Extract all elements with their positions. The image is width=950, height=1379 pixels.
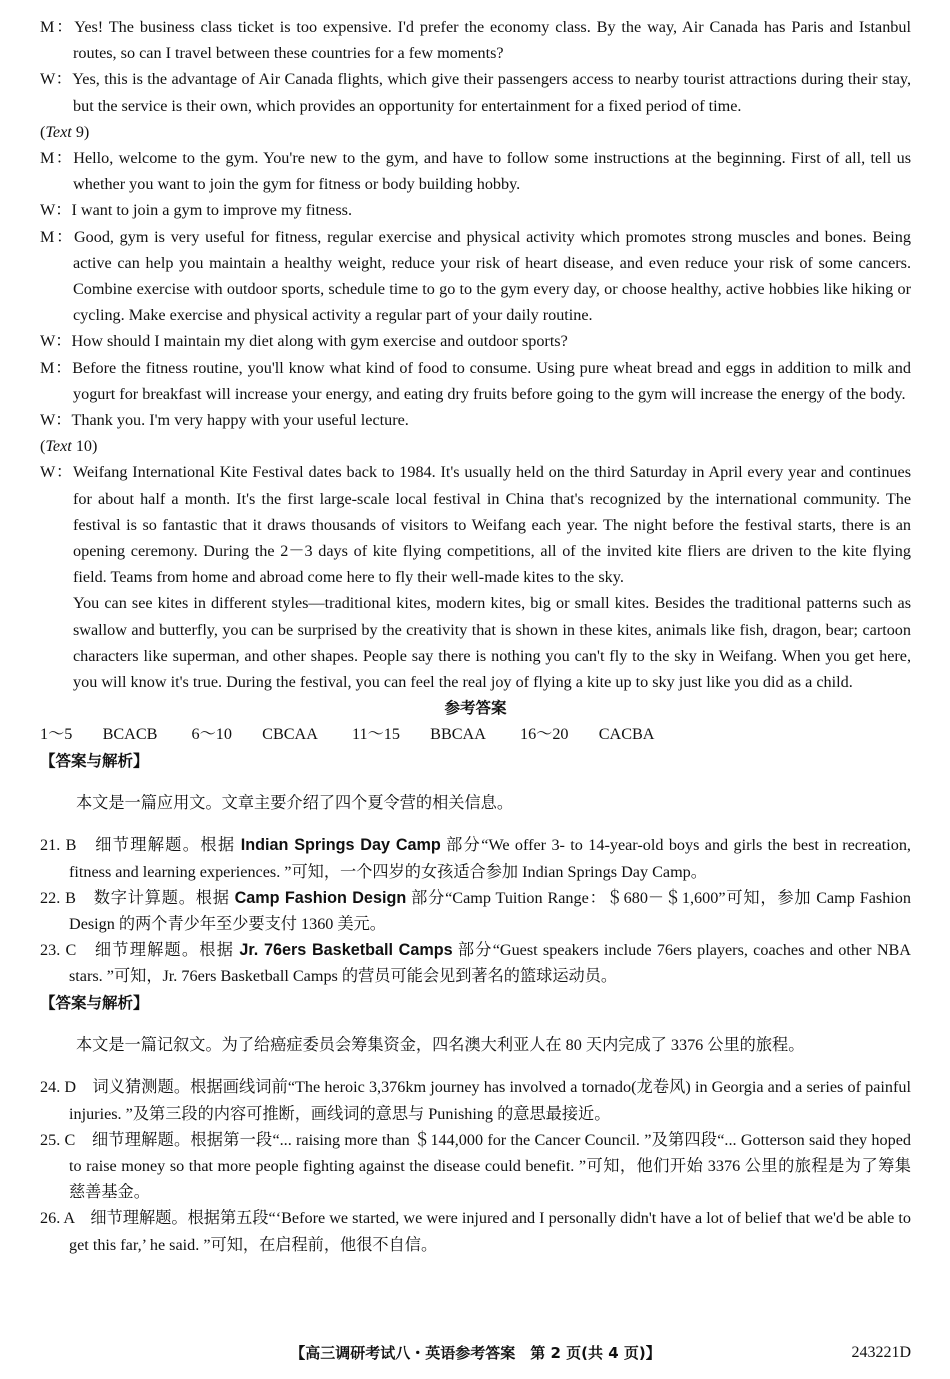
- monologue-paragraph: You can see kites in different styles—traditional kites, modern kites, big or small kites. Besides the traditional patterns such as swallow and butterfly, you can be surprised by the creativity that is shown in these kites, animals like fish, dragon, bear; cartoon characters like superman, and other shapes. People say there is nothing you can't fly to the sky in Weifang. When you get here, you will know it's true. During the festival, you can feel the real joy of flying a kite up to sky just like you did as a child.: [73, 594, 911, 692]
- answer-group: 6～10 CBCAA: [191, 725, 318, 744]
- dialogue-line: M：Yes! The business class ticket is too expensive. I'd prefer the economy class. By the way, Air Canada has Paris and Istanbul routes, so can I travel between these countries for a few moments?: [40, 18, 911, 63]
- dialogue-line: W：How should I maintain my diet along with gym exercise and outdoor sports?: [40, 332, 568, 351]
- dialogue-line: M：Good, gym is very useful for fitness, regular exercise and physical activity which promotes strong muscles and bones. Being active can help you maintain a healthy weight, reduce your risk of heart disease, and even reduce your risk of some cancers. Combine exercise with outdoor sports, schedule time to go to the gym every day, or choose healthy, active hobbies like hiking or cycling. Make exercise and physical activity a regular part of your daily routine.: [40, 227, 911, 325]
- answer-group: 16～20 CACBA: [519, 725, 655, 744]
- monologue-paragraph: W：Weifang International Kite Festival dates back to 1984. It's usually held on the third Saturday in April every year and continues for about half a month. It's the first large-scale local festival in China that's recognized by the international community. The festival is so fantastic that it draws thousands of visitors to Weifang each year. The night before the festival starts, there is an opening ceremony. During the 2－3 days of kite flying competitions, all of the invited kite fliers are driven to the kite flying field. Teams from home and abroad come here to fly their well-made kites to the sky.: [40, 463, 911, 587]
- explanation-item: 25. C 细节理解题。根据第一段“... raising more than ＄144,000 for the Cancer Council. ”及第四段“... Gotterson said they hoped to raise money so that more people fighting against the disease could benefit. ”可知，他们开始 3376 公里的旅程是为了筹集慈善基金。: [40, 1130, 911, 1202]
- section-heading: 【答案与解析】: [40, 993, 149, 1012]
- explanation-item: 22. B 数字计算题。根据 Camp Fashion Design 部分“Camp Tuition Range：＄680－＄1,600”可知，参加 Camp Fashion Design 的两个青少年至少要支付 1360 美元。: [40, 888, 911, 934]
- explanation-item: 24. D 词义猜测题。根据画线词前“The heroic 3,376km journey has involved a tornado(龙卷风) in Georgia and a series of painful injuries. ”及第三段的内容可推断，画线词的意思与 Punishing 的意思最接近。: [40, 1078, 911, 1123]
- dialogue-line: W：Thank you. I'm very happy with your useful lecture.: [40, 411, 409, 430]
- document-page: [40, 14, 911, 1258]
- explanation-item: 21. B 细节理解题。根据 Indian Springs Day Camp 部分“We offer 3- to 14-year-old boys and girls the best in recreation, fitness and learning experiences. ”可知，一个四岁的女孩适合参加 Indian Springs Day Camp。: [40, 836, 911, 881]
- answer-group: 11～15 BBCAA: [351, 725, 486, 744]
- section-intro: 本文是一篇应用文。文章主要介绍了四个夏令营的相关信息。: [76, 794, 514, 813]
- text-9-label: (Text 9): [40, 122, 90, 141]
- section-heading: 【答案与解析】: [40, 751, 149, 770]
- answer-title: 参考答案: [444, 699, 507, 718]
- dialogue-line: M：Hello, welcome to the gym. You're new to the gym, and have to follow some instructions at the beginning. First of all, tell us whether you want to join the gym for fitness or body building hobby.: [40, 149, 911, 194]
- section-intro: 本文是一篇记叙文。为了给癌症委员会筹集资金，四名澳大利亚人在 80 天内完成了 3376 公里的旅程。: [76, 1036, 805, 1055]
- footer-title: 【高三调研考试八・英语参考答案 第 2 页(共 4 页)】: [290, 1344, 661, 1362]
- explanation-item: 26. A 细节理解题。根据第五段“‘Before we started, we were injured and I personally didn't have a lot of belief that we'd be able to get this far,’ he said. ”可知，在启程前，他很不自信。: [40, 1209, 912, 1254]
- footer-code: 243221D: [851, 1344, 911, 1361]
- answer-key: [40, 721, 911, 747]
- explanation-item: 23. C 细节理解题。根据 Jr. 76ers Basketball Camps 部分“Guest speakers include 76ers players, coaches and other NBA stars. ”可知，Jr. 76ers Basketball Camps 的营员可能会见到著名的篮球运动员。: [40, 941, 911, 986]
- page-footer: [40, 1340, 911, 1366]
- dialogue-line: M：Before the fitness routine, you'll know what kind of food to consume. Using pure wheat bread and eggs in addition to milk and yogurt for breakfast will increase your energy, and eating dry fruits before going to the gym will increase the energy of the body.: [40, 358, 911, 403]
- text-10-label: (Text 10): [40, 437, 98, 456]
- answer-group: 1～5 BCACB: [40, 725, 158, 744]
- dialogue-line: W：Yes, this is the advantage of Air Canada flights, which give their passengers access to nearby tourist attractions during their stay, but the service is their own, which provides an opportunity for entertainment for a fixed period of time.: [40, 70, 912, 115]
- dialogue-line: W：I want to join a gym to improve my fitness.: [40, 201, 353, 220]
